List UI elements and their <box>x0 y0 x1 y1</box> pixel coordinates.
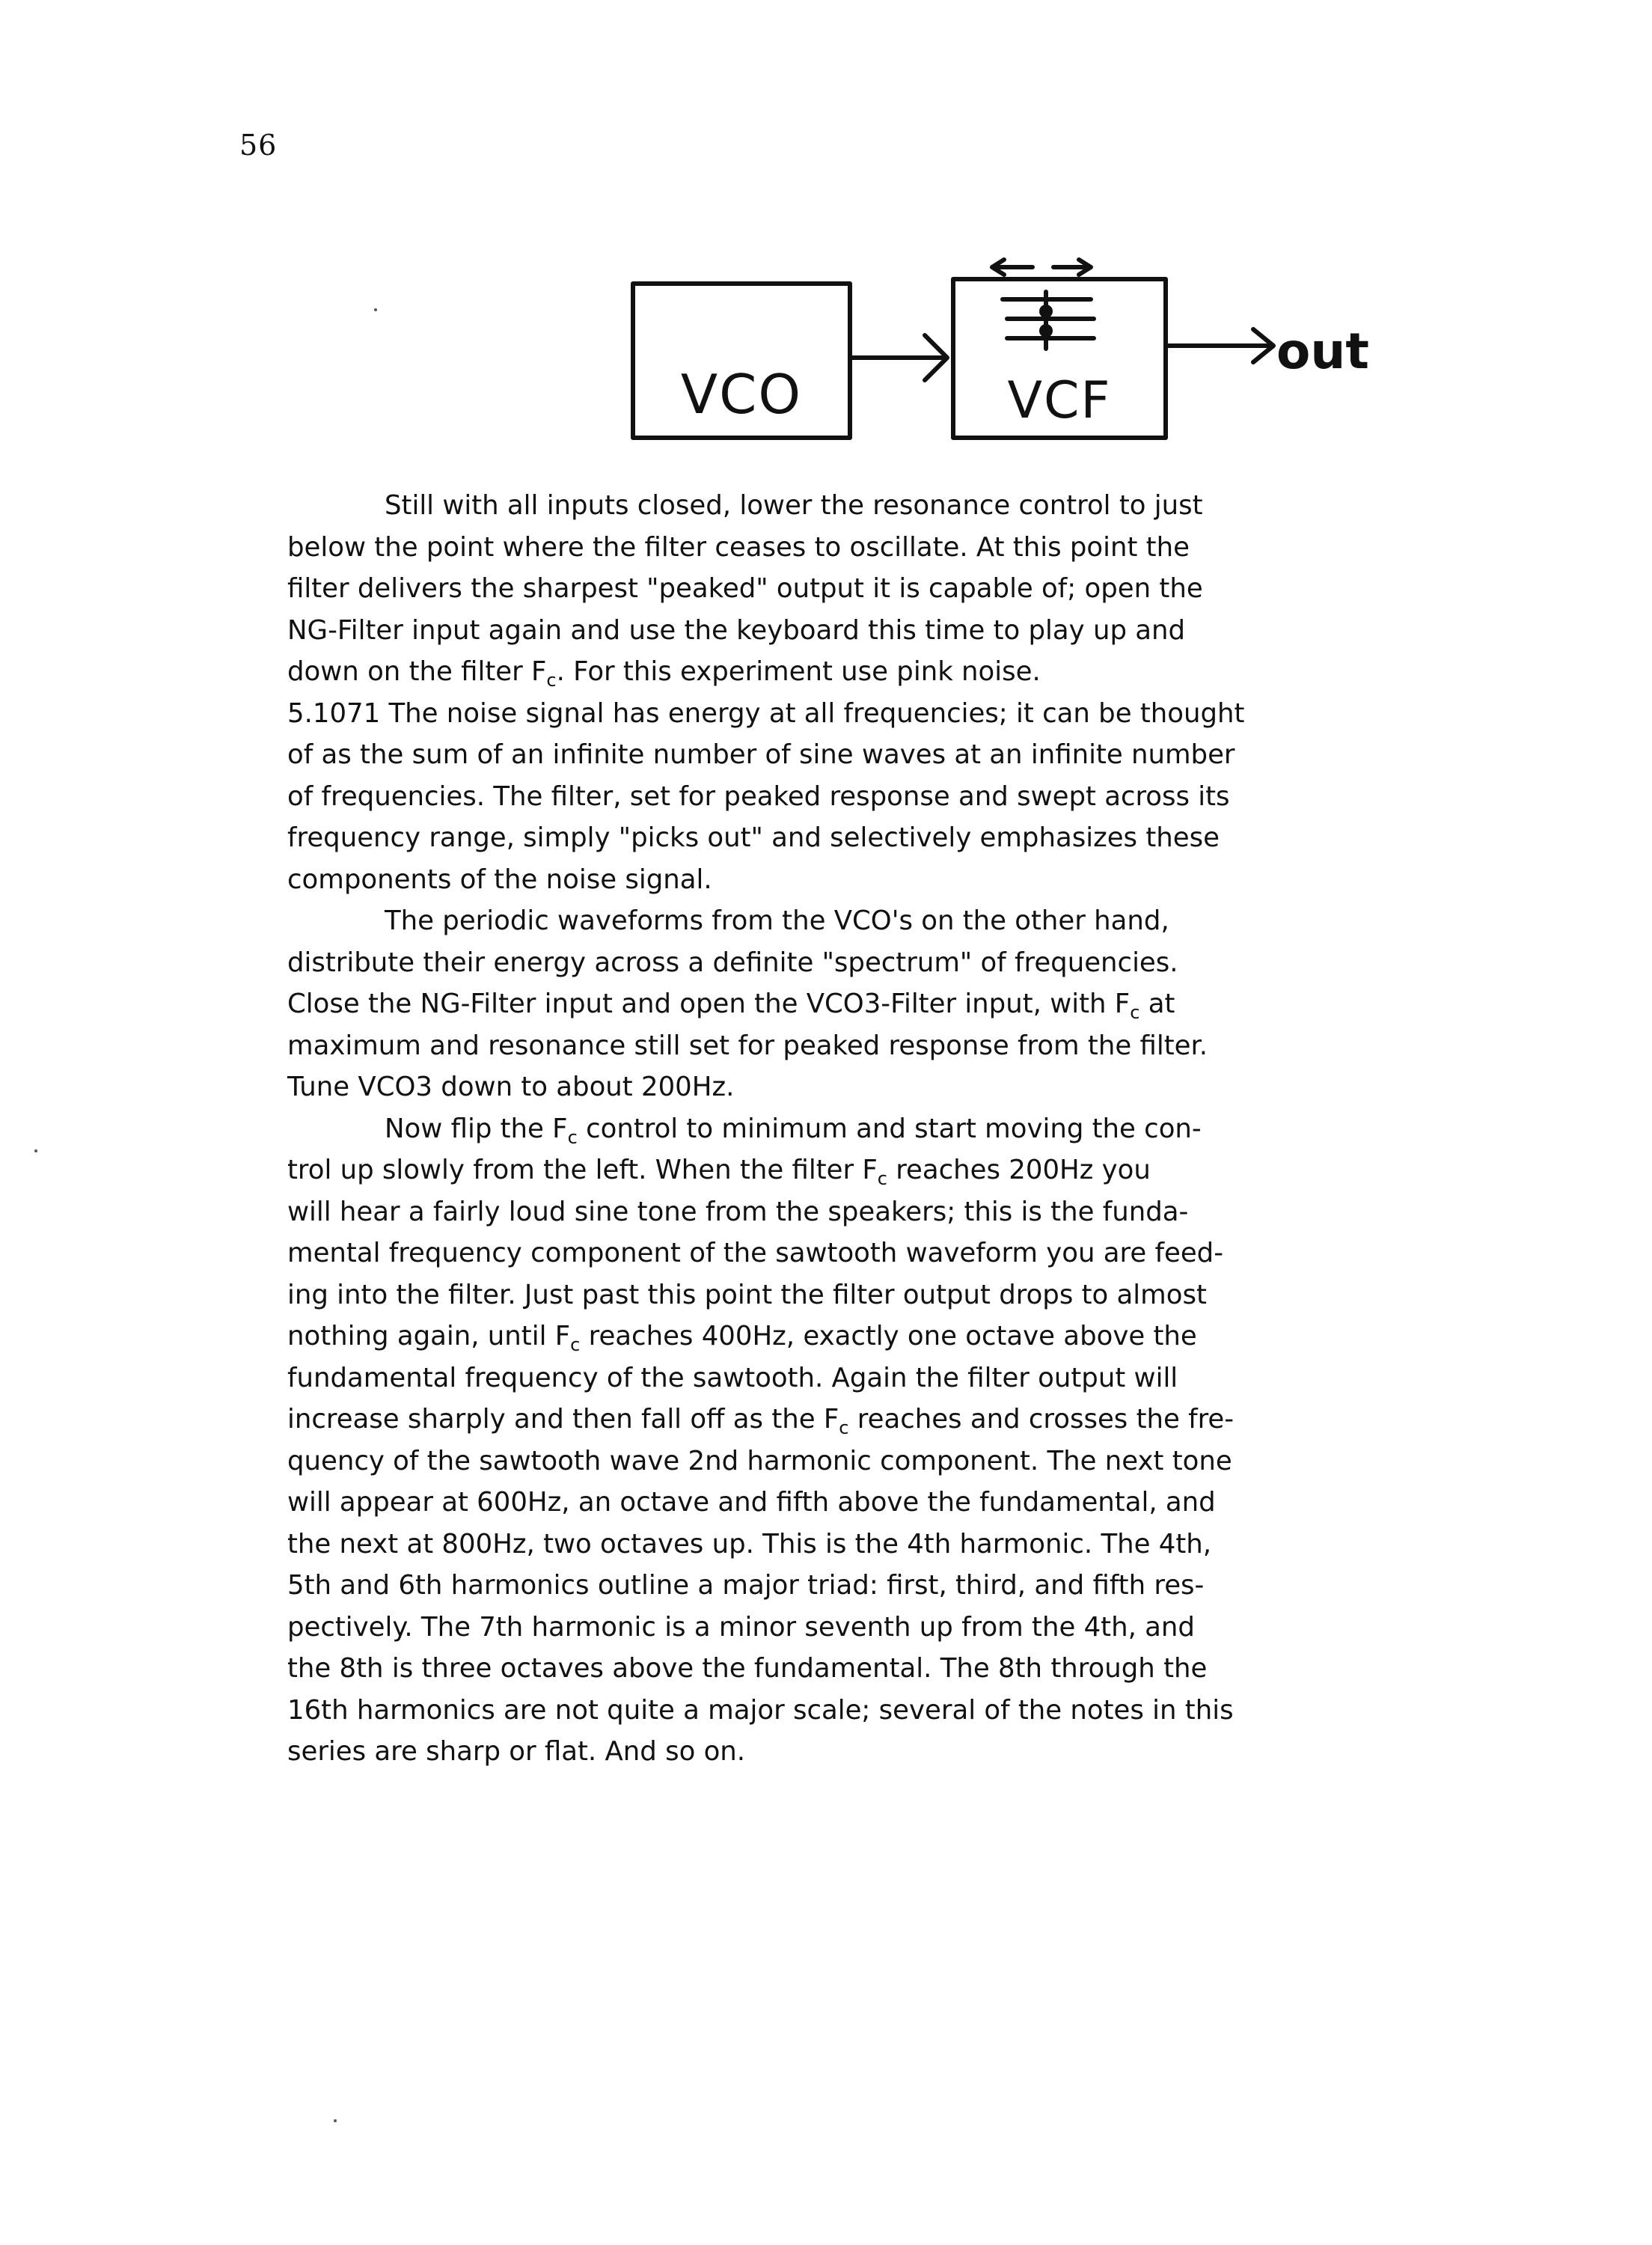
text-line: frequency range, simply "picks out" and selectively emphasizes these <box>287 822 1220 853</box>
scan-speck <box>334 2119 337 2122</box>
text-line: Now flip the $F_c$ control to minimum and start moving the con- <box>385 1113 1202 1148</box>
vco-to-vcf-arrow <box>850 335 947 380</box>
text-line: ing into the filter. Just past this point the filter output drops to almost <box>287 1279 1207 1310</box>
text-line: Tune VCO3 down to about 200Hz. <box>287 1072 735 1102</box>
text-line: below the point where the filter ceases to oscillate. At this point the <box>287 531 1190 563</box>
text-line: pectively. The 7th harmonic is a minor seventh up from the 4th, and <box>287 1611 1195 1643</box>
text-line: trol up slowly from the left. When the filter $F_c$ reaches 200Hz you <box>287 1155 1151 1189</box>
text-line: 5th and 6th harmonics outline a major triad: first, third, and fifth res- <box>287 1570 1205 1601</box>
text-line: Still with all inputs closed, lower the resonance control to just <box>385 490 1203 521</box>
scan-speck <box>34 1149 37 1152</box>
text-line: NG-Filter input again and use the keyboard this time to play up and <box>287 614 1186 646</box>
text-line: the 8th is three octaves above the fundamental. The 8th through the <box>287 1653 1208 1684</box>
text-line: distribute their energy across a definite "spectrum" of frequencies. <box>287 947 1178 978</box>
scan-speck <box>374 308 377 311</box>
out-label: out <box>1276 323 1369 380</box>
sweep-arrows-icon <box>992 260 1091 275</box>
vco-vcf-block-diagram <box>0 0 1652 479</box>
text-line: maximum and resonance still set for peaked response from the filter. <box>287 1030 1208 1061</box>
text-line: series are sharp or flat. And so on. <box>287 1736 746 1767</box>
vcf-label: VCF <box>1007 371 1112 430</box>
text-line: the next at 800Hz, two octaves up. This is the 4th harmonic. The 4th, <box>287 1528 1212 1560</box>
text-line: mental frequency component of the sawtooth waveform you are feed- <box>287 1238 1224 1268</box>
text-line: down on the filter $F_c$. For this experiment use pink noise. <box>287 656 1041 691</box>
text-line: components of the noise signal. <box>287 864 712 895</box>
body-text <box>287 485 1290 1773</box>
text-line: filter delivers the sharpest "peaked" output it is capable of; open the <box>287 573 1203 604</box>
text-line: will hear a fairly loud sine tone from the speakers; this is the funda- <box>287 1196 1189 1227</box>
text-line: nothing again, until $F_c$ reaches 400Hz, exactly one octave above the <box>287 1321 1197 1355</box>
text-line: The periodic waveforms from the VCO's on the other hand, <box>385 905 1169 936</box>
vco-label: VCO <box>680 363 803 426</box>
text-line: quency of the sawtooth wave 2nd harmonic component. The next tone <box>287 1445 1232 1476</box>
text-line: fundamental frequency of the sawtooth. Again the filter output will <box>287 1362 1178 1393</box>
text-line: increase sharply and then fall off as the $F_c$ reaches and crosses the fre- <box>287 1404 1235 1438</box>
filter-control-icon <box>1003 292 1094 349</box>
page-number: 56 <box>239 129 278 162</box>
text-line: 5.1071 The noise signal has energy at all frequencies; it can be thought <box>287 697 1245 729</box>
text-line: of as the sum of an infinite number of sine waves at an infinite number <box>287 739 1235 770</box>
output-arrow <box>1166 329 1273 362</box>
text-line: of frequencies. The filter, set for peaked response and swept across its <box>287 781 1230 812</box>
text-line: 16th harmonics are not quite a major scale; several of the notes in this <box>287 1694 1234 1726</box>
text-line: Close the NG-Filter input and open the VCO3-Filter input, with $F_c$ at <box>287 989 1175 1023</box>
text-line: will appear at 600Hz, an octave and fifth above the fundamental, and <box>287 1487 1216 1518</box>
